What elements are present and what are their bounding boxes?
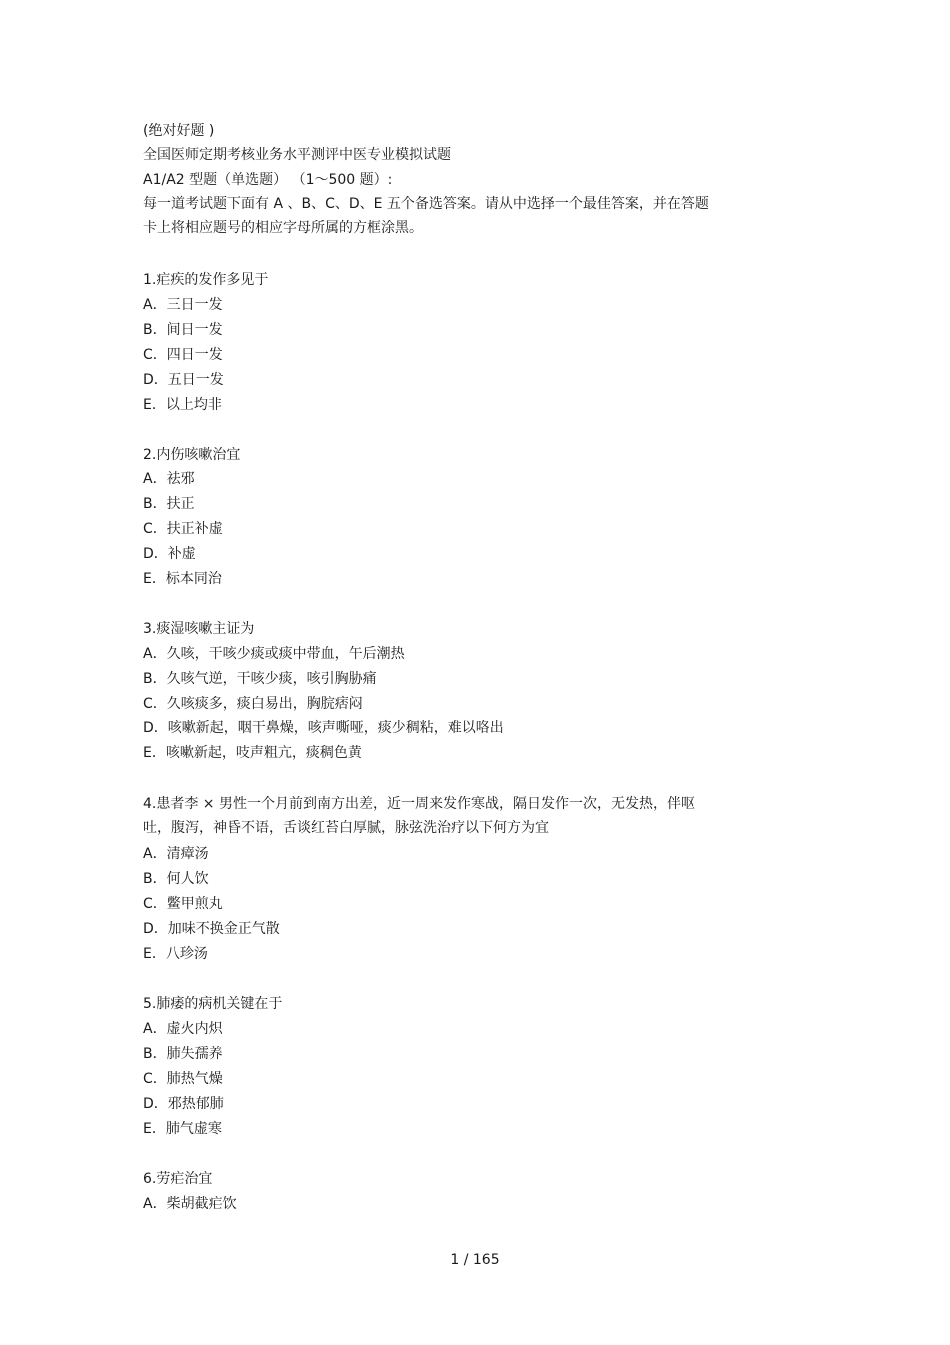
- question-3-stem: 3.痰湿咳嗽主证为: [143, 621, 255, 637]
- page-title: 全国医师定期考核业务水平测评中医专业模拟试题: [143, 147, 451, 163]
- question-3-option-a: A．久咳，干咳少痰或痰中带血，午后潮热: [143, 646, 405, 662]
- question-5-stem: 5.肺痿的病机关键在于: [143, 996, 283, 1012]
- question-3-option-b: B．久咳气逆，干咳少痰，咳引胸胁痛: [143, 671, 377, 687]
- question-6-option-a: A．柴胡截疟饮: [143, 1196, 237, 1212]
- question-1-option-e: E．以上均非: [143, 397, 222, 413]
- instructions-line-1: 每一道考试题下面有 A 、B、C、D、E 五个备选答案。请从中选择一个最佳答案，并在答题: [143, 196, 709, 212]
- question-3-option-e: E．咳嗽新起，吱声粗亢，痰稠色黄: [143, 745, 362, 761]
- question-1-option-d: D．五日一发: [143, 372, 224, 388]
- question-4-stem-continued: 吐，腹泻，神昏不语，舌谈红苔白厚腻，脉弦洗治疗以下何方为宜: [143, 820, 549, 836]
- question-1-option-c: C．四日一发: [143, 347, 223, 363]
- question-2-option-c: C．扶正补虚: [143, 521, 223, 537]
- question-4-option-b: B．何人饮: [143, 871, 209, 887]
- question-5-option-d: D．邪热郁肺: [143, 1096, 224, 1112]
- header-tag: (绝对好题 ): [143, 123, 215, 139]
- question-2-stem: 2.内伤咳嗽治宜: [143, 447, 241, 463]
- section-heading: A1/A2 型题（单选题） （1～500 题）:: [143, 172, 393, 188]
- question-5-option-a: A．虚火内炽: [143, 1021, 223, 1037]
- question-5-option-c: C．肺热气燥: [143, 1071, 223, 1087]
- question-4-option-c: C．鳖甲煎丸: [143, 896, 223, 912]
- question-3-option-c: C．久咳痰多，痰白易出，胸脘痞闷: [143, 696, 363, 712]
- question-3-option-d: D．咳嗽新起，咽干鼻燥，咳声嘶哑，痰少稠粘，难以咯出: [143, 720, 504, 736]
- question-4-option-a: A．清瘴汤: [143, 846, 209, 862]
- question-2-option-d: D．补虚: [143, 546, 196, 562]
- question-4-option-e: E．八珍汤: [143, 946, 208, 962]
- question-4-option-d: D．加味不换金正气散: [143, 921, 280, 937]
- question-2-option-b: B．扶正: [143, 496, 195, 512]
- question-1-option-a: A．三日一发: [143, 297, 223, 313]
- question-5-option-b: B．肺失孺养: [143, 1046, 223, 1062]
- instructions-line-2: 卡上将相应题号的相应字母所属的方框涂黑。: [143, 220, 423, 236]
- question-2-option-e: E．标本同治: [143, 571, 222, 587]
- page-number: 1 / 165: [450, 1252, 500, 1268]
- question-1-option-b: B．间日一发: [143, 322, 223, 338]
- question-1-stem: 1.疟疾的发作多见于: [143, 272, 269, 288]
- question-2-option-a: A．祛邪: [143, 471, 195, 487]
- question-5-option-e: E．肺气虚寒: [143, 1121, 222, 1137]
- question-4-stem: 4.患者李 × 男性一个月前到南方出差，近一周来发作寒战，隔日发作一次，无发热，伴呕: [143, 796, 695, 812]
- question-6-stem: 6.劳疟治宜: [143, 1171, 213, 1187]
